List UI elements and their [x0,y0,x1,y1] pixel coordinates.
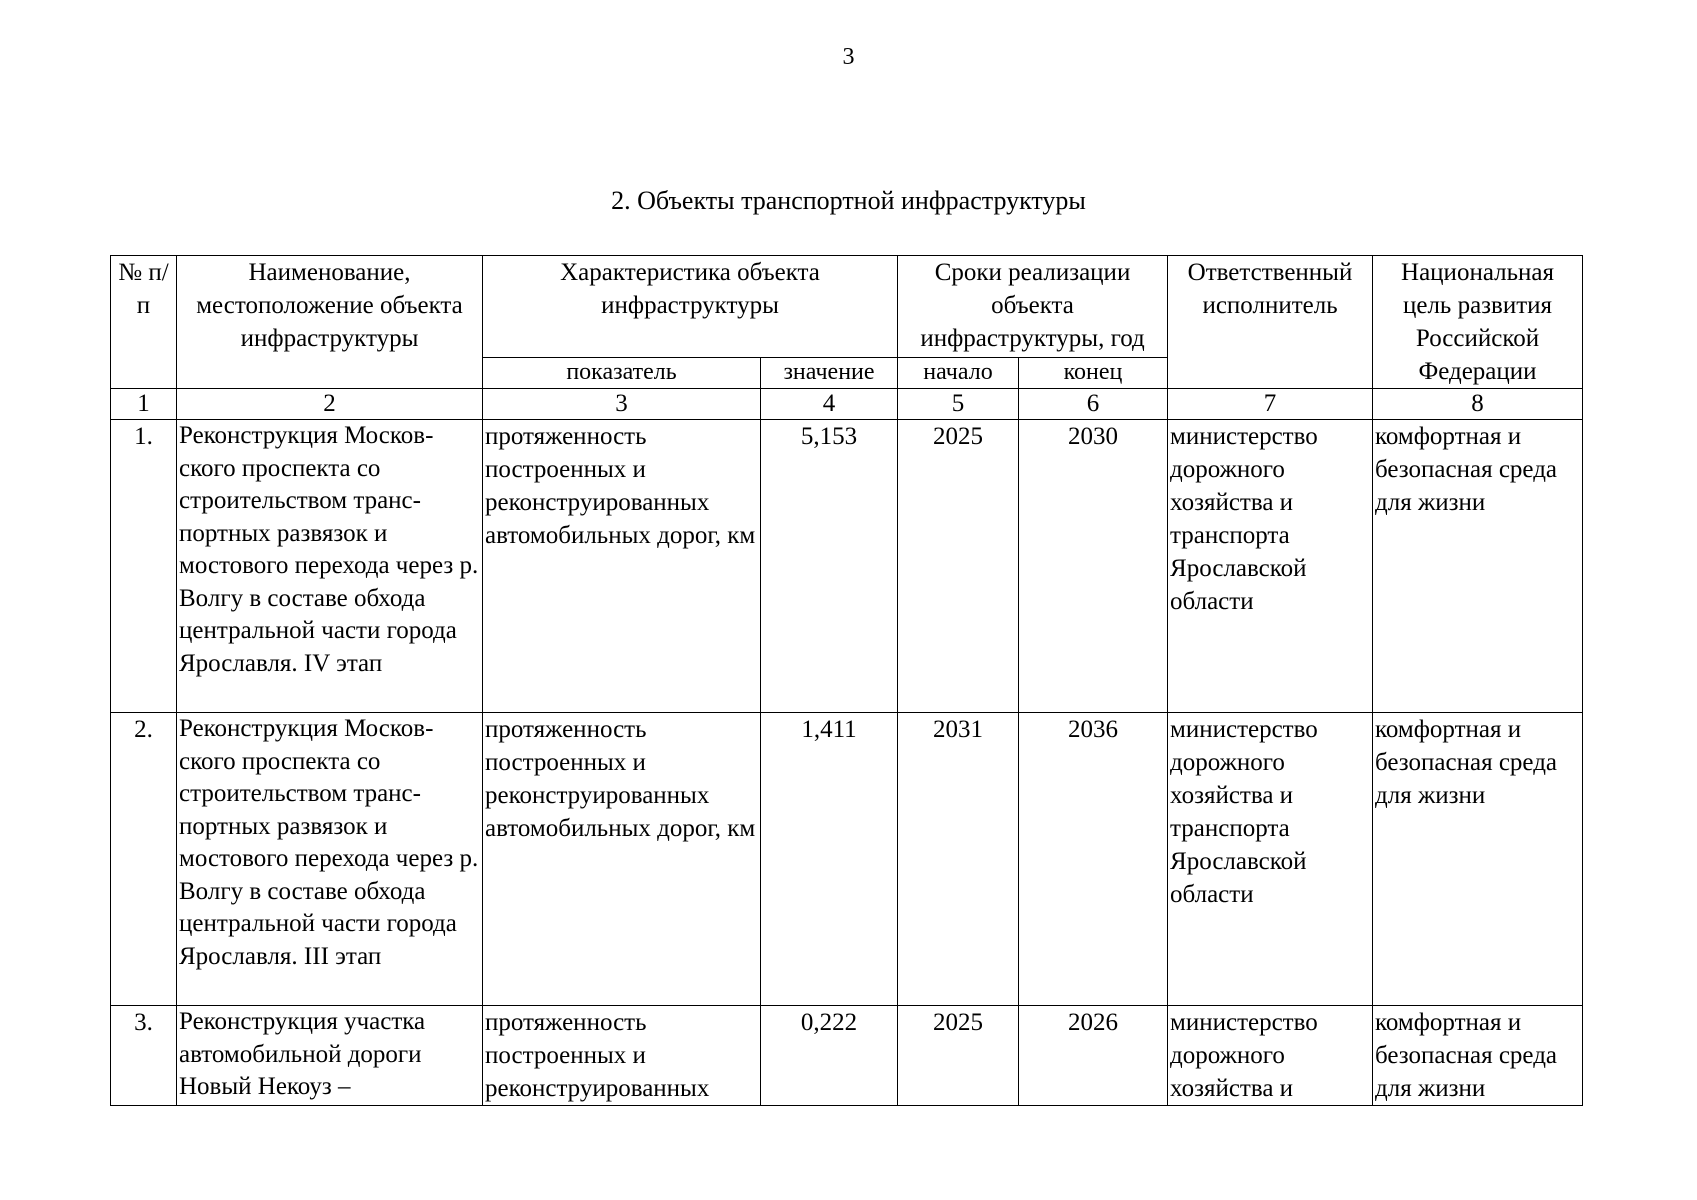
row-object-name: Реконструкция участка автомобильной дороги Новый Некоуз – [177,1006,483,1106]
header-start: начало [898,357,1019,388]
row-indicator: протяженность построенных и реконструированных [483,1006,761,1106]
row-start-year: 2025 [898,1006,1019,1106]
row-value: 5,153 [761,420,898,713]
row-object-name: Реконструкция Москов-ского проспекта со строительством транс-портных развязок и мостового перехода через р. Волгу в составе обхода центральной части города Ярославля. IV этап [177,420,483,713]
row-goal: комфортная и безопасная среда для жизни [1373,1006,1583,1106]
row-executor: министерство дорожного хозяйства и транспорта Ярославской области [1168,420,1373,713]
row-start-year: 2025 [898,420,1019,713]
row-executor: министерство дорожного хозяйства и транспорта Ярославской области [1168,713,1373,1006]
row-executor: министерство дорожного хозяйства и [1168,1006,1373,1106]
header-goal: Национальная цель развития Российской Федерации [1373,256,1583,389]
header-num: № п/п [111,256,177,389]
column-number: 4 [761,389,898,420]
row-indicator: протяженность построенных и реконструированных автомобильных дорог, км [483,420,761,713]
row-end-year: 2030 [1019,420,1168,713]
column-number-row [111,389,1583,420]
column-number: 7 [1168,389,1373,420]
column-number: 8 [1373,389,1583,420]
row-end-year: 2036 [1019,713,1168,1006]
row-number: 1. [111,420,177,713]
row-number: 2. [111,713,177,1006]
column-number: 5 [898,389,1019,420]
row-object-name: Реконструкция Москов-ского проспекта со строительством транс-портных развязок и мостового перехода через р. Волгу в составе обхода центральной части города Ярославля. III этап [177,713,483,1006]
column-number: 1 [111,389,177,420]
section-title: 2. Объекты транспортной инфраструктуры [611,186,1086,215]
row-value: 1,411 [761,713,898,1006]
header-indicator: показатель [483,357,761,388]
row-goal: комфортная и безопасная среда для жизни [1373,420,1583,713]
table-row [111,1006,1583,1106]
row-number: 3. [111,1006,177,1106]
row-goal: комфортная и безопасная среда для жизни [1373,713,1583,1006]
table-row [111,420,1583,713]
infrastructure-table [110,255,1583,1106]
header-name: Наименование, местоположение объекта инфраструктуры [177,256,483,389]
row-value: 0,222 [761,1006,898,1106]
header-executor: Ответственный исполнитель [1168,256,1373,389]
header-end: конец [1019,357,1168,388]
row-end-year: 2026 [1019,1006,1168,1106]
row-indicator: протяженность построенных и реконструированных автомобильных дорог, км [483,713,761,1006]
page-number: 3 [842,44,855,70]
header-value: значение [761,357,898,388]
header-terms: Сроки реализации объекта инфраструктуры, год [898,256,1168,358]
table-row [111,713,1583,1006]
header-characteristic: Характеристика объекта инфраструктуры [483,256,898,358]
column-number: 2 [177,389,483,420]
column-number: 6 [1019,389,1168,420]
column-number: 3 [483,389,761,420]
row-start-year: 2031 [898,713,1019,1006]
